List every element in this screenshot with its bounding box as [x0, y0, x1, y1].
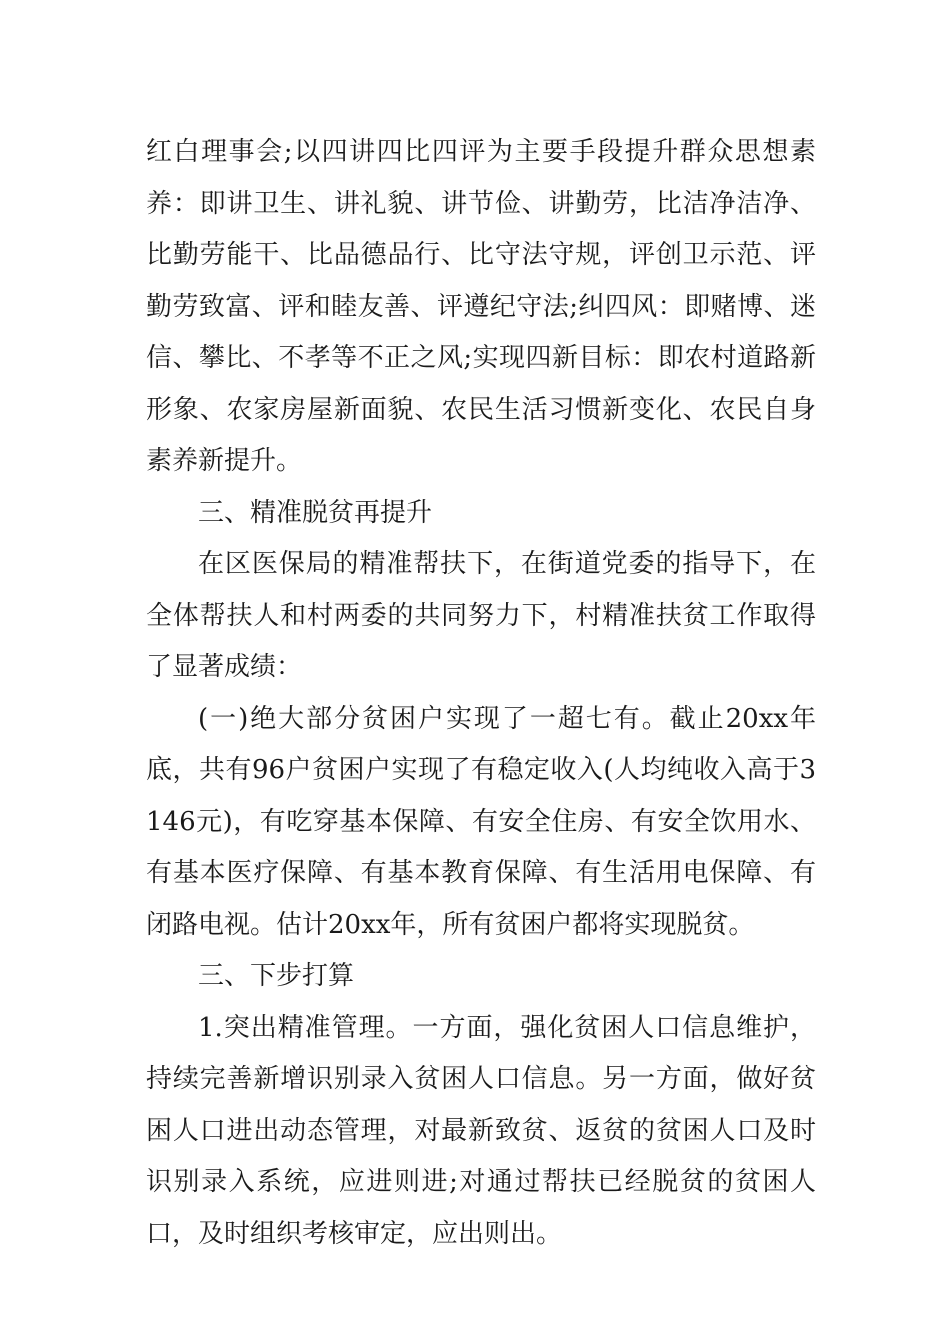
paragraph-achievement-one: (一)绝大部分贫困户实现了一超七有。截止20xx年底，共有96户贫困户实现了有稳定收入(人均纯收入高于3146元)，有吃穿基本保障、有安全住房、有安全饮用水、有基本医疗保障、有基本教育保障、有生活用电保障、有闭路电视。估计20xx年，所有贫困户都将实现脱贫。: [146, 703, 816, 940]
paragraph-achievements-intro: 在区医保局的精准帮扶下，在街道党委的指导下，在全体帮扶人和村两委的共同努力下，村精准扶贫工作取得了显著成绩：: [146, 549, 816, 682]
paragraph-continuation: 红白理事会;以四讲四比四评为主要手段提升群众思想素养：即讲卫生、讲礼貌、讲节俭、讲勤劳，比洁净洁净、比勤劳能干、比品德品行、比守法守规，评创卫示范、评勤劳致富、评和睦友善、评遵纪守法;纠四风：即赌博、迷信、攀比、不孝等不正之风;实现四新目标：即农村道路新形象、农家房屋新面貌、农民生活习惯新变化、农民自身素养新提升。: [146, 137, 816, 476]
paragraph-next-step-one: 1.突出精准管理。一方面，强化贫困人口信息维护，持续完善新增识别录入贫困人口信息。另一方面，做好贫困人口进出动态管理，对最新致贫、返贫的贫困人口及时识别录入系统，应进则进;对通过帮扶已经脱贫的贫困人口，及时组织考核审定，应出则出。: [146, 1012, 816, 1249]
section-heading-next-steps: 三、下步打算: [198, 961, 355, 991]
section-heading-poverty-alleviation: 三、精准脱贫再提升: [198, 497, 433, 528]
document-body: [146, 127, 816, 1260]
